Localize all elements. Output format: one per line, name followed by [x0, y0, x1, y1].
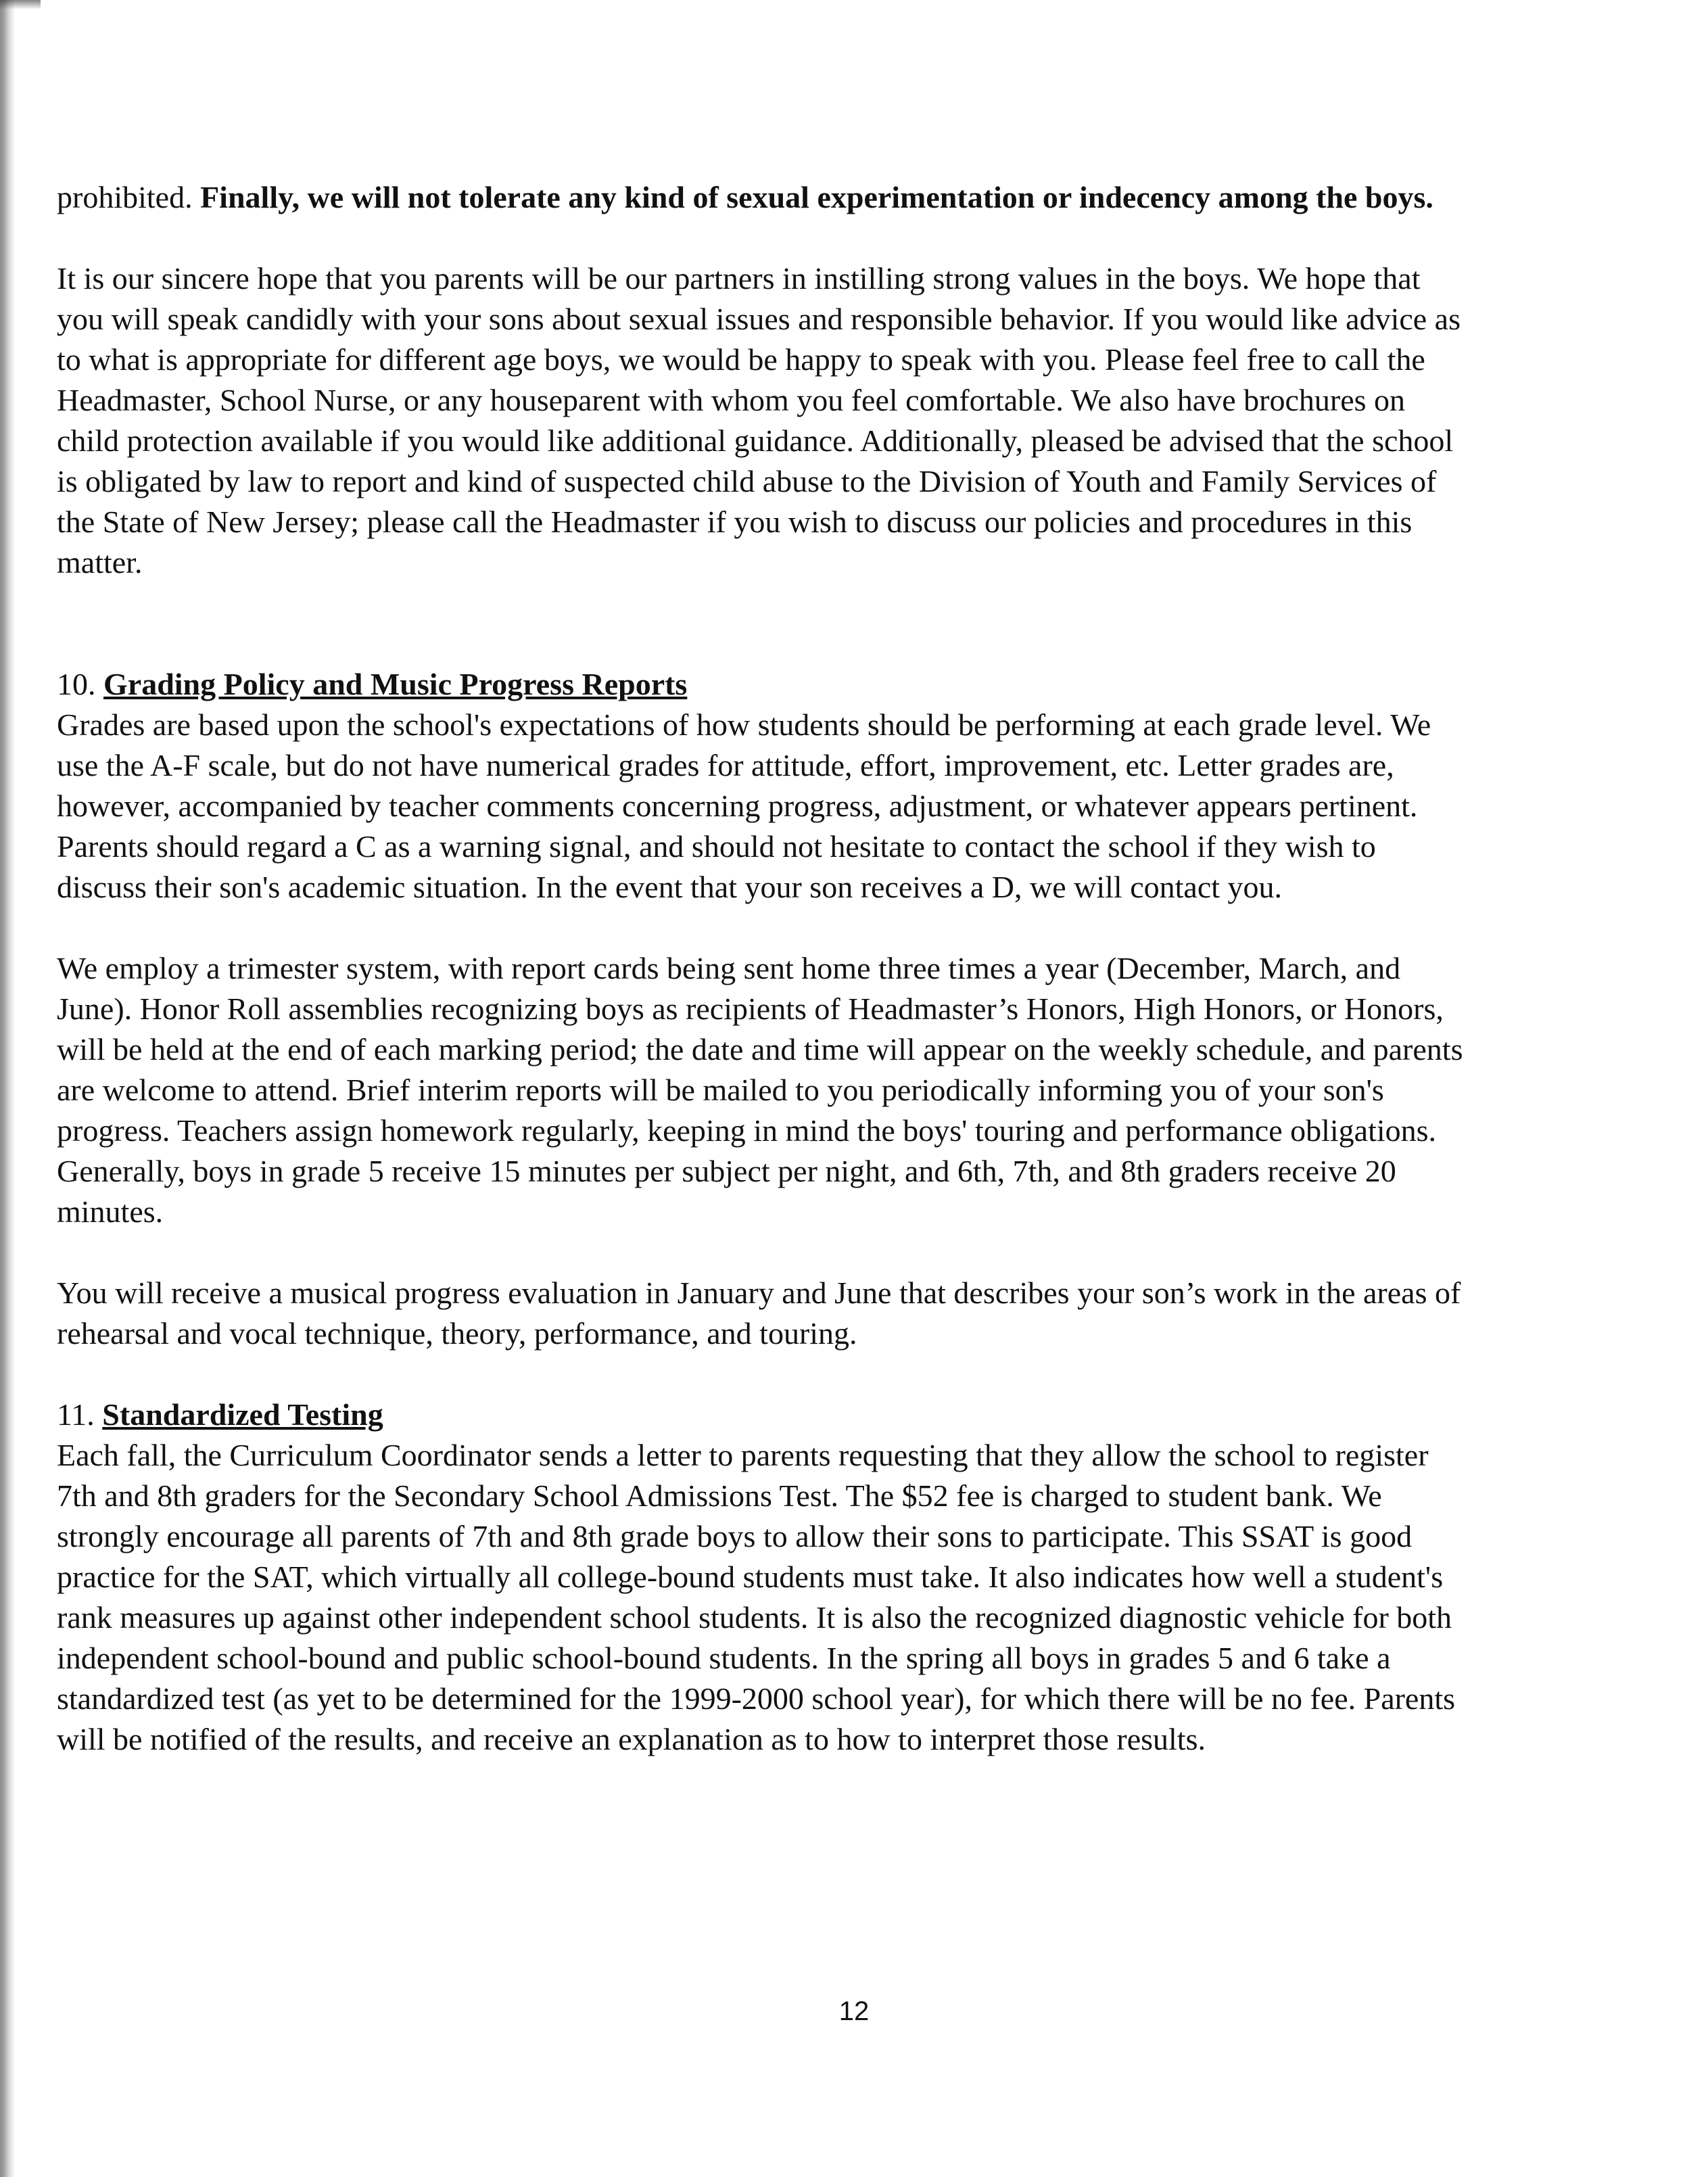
partners-paragraph: It is our sincere hope that you parents will be our partners in instilling strong values in the boys. We hope that you will speak candidly with your sons about sexual issues and responsible behavior. If you would like advice as to what is appropriate for different age boys, we would be happy to speak with you. Please feel free to call the Headmaster, School Nurse, or any houseparent with whom you feel comfortable. We also have brochures on child protection available if you would like additional guidance. Additionally, pleased be advised that the school is obligated by law to report and kind of suspected child abuse to the Division of Youth and Family Services of the State of New Jersey; please call the Headmaster if you wish to discuss our policies and procedures in this matter. — [57, 261, 1461, 580]
spacer — [57, 583, 1470, 664]
document-body — [57, 177, 1470, 1760]
intro-bold-statement: Finally, we will not tolerate any kind of sexual experimentation or indecency among the boys. — [200, 180, 1433, 214]
scan-shadow-left — [0, 0, 15, 2177]
spacer — [57, 1232, 1470, 1273]
spacer — [57, 908, 1470, 948]
intro-prefix: prohibited. — [57, 180, 201, 214]
section-10-paragraph-2: We employ a trimester system, with report cards being sent home three times a year (December, March, and June). Honor Roll assemblies recognizing boys as recipients of Headmaster’s Honors, High Honors, or Honors, will be held at the end of each marking period; the date and time will appear on the weekly schedule, and parents are welcome to attend. Brief interim reports will be mailed to you periodically informing you of your son's progress. Teachers assign homework regularly, keeping in mind the boys' touring and performance obligations. Generally, boys in grade 5 receive 15 minutes per subject per night, and 6th, 7th, and 8th graders receive 20 minutes. — [57, 951, 1463, 1229]
section-10-title: Grading Policy and Music Progress Reports — [103, 667, 688, 701]
spacer — [57, 218, 1470, 258]
scan-shadow-top — [0, 0, 41, 9]
intro-paragraph — [57, 177, 1470, 218]
section-11-title: Standardized Testing — [102, 1397, 383, 1432]
page-number: 12 — [838, 1996, 870, 2026]
section-10-number: 10. — [57, 667, 103, 701]
section-10-paragraph-3: You will receive a musical progress evaluation in January and June that describes your son’s work in the areas of rehearsal and vocal technique, theory, performance, and touring. — [57, 1275, 1461, 1351]
section-11-number: 11. — [57, 1397, 103, 1432]
section-10-heading — [57, 664, 1470, 705]
section-11-paragraph-1: Each fall, the Curriculum Coordinator sends a letter to parents requesting that they allow the school to register 7th and 8th graders for the Secondary School Admissions Test. The $52 fee is charged to student bank. We strongly encourage all parents of 7th and 8th grade boys to allow their sons to participate. This SSAT is good practice for the SAT, which virtually all college-bound students must take. It also indicates how well a student's rank measures up against other independent school students. It is also the recognized diagnostic vehicle for both independent school-bound and public school-bound students. In the spring all boys in grades 5 and 6 take a standardized test (as yet to be determined for the 1999-2000 school year), for which there will be no fee. Parents will be notified of the results, and receive an explanation as to how to interpret those results. — [57, 1438, 1456, 1756]
spacer — [57, 1354, 1470, 1395]
section-10-paragraph-1: Grades are based upon the school's expectations of how students should be performing at each grade level. We use the A-F scale, but do not have numerical grades for attitude, effort, improvement, etc. Letter grades are, however, accompanied by teacher comments concerning progress, adjustment, or whatever appears pertinent. Parents should regard a C as a warning signal, and should not hesitate to contact the school if they wish to discuss their son's academic situation. In the event that your son receives a D, we will contact you. — [57, 707, 1431, 904]
section-11-heading — [57, 1395, 1470, 1435]
